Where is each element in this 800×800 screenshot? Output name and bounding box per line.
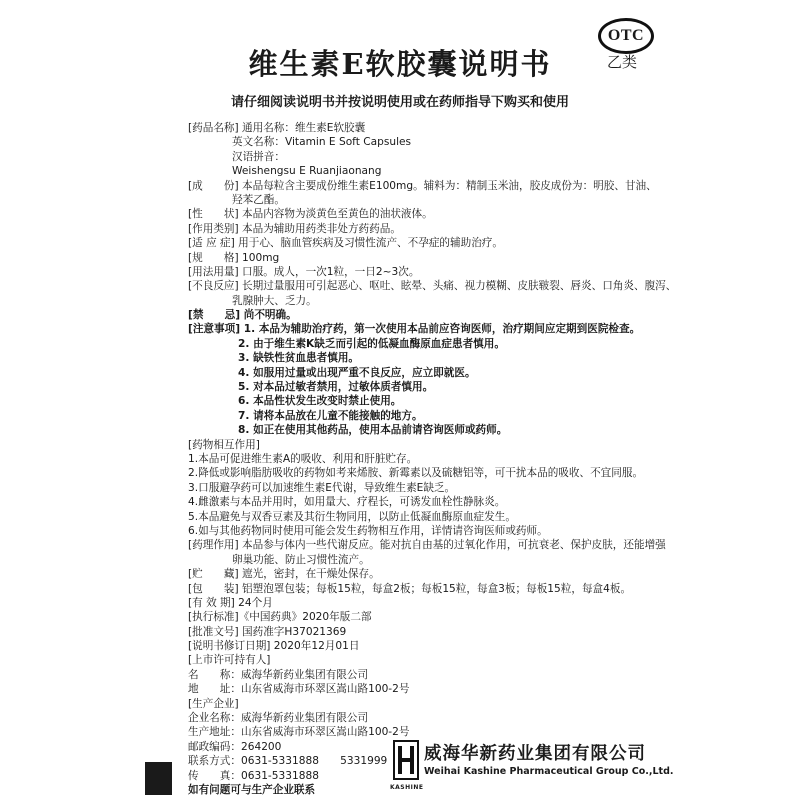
text-line: 邮政编码：264200	[188, 740, 282, 753]
text-line: 3. 缺铁性贫血患者慎用。	[238, 352, 360, 365]
text-line: 4.雌激素与本品并用时，如用量大、疗程长，可诱发血栓性静脉炎。	[188, 496, 506, 509]
text-line: [用法用量] 口服。成人，一次1粒，一日2~3次。	[188, 265, 420, 278]
text-line: [不良反应] 长期过量服用可引起恶心、呕吐、眩晕、头痛、视力模糊、皮肤皲裂、唇炎、口角炎、腹泻、	[188, 280, 677, 293]
text-line: [作用类别] 本品为辅助用药类非处方药药品。	[188, 222, 401, 235]
text-line: 英文名称：Vitamin E Soft Capsules	[232, 136, 412, 149]
leaflet-body	[188, 121, 677, 797]
text-line: 生产地址：山东省威海市环翠区嵩山路100-2号	[188, 726, 410, 739]
text-line: 6. 本品性状发生改变时禁止使用。	[238, 395, 402, 408]
text-line: [上市许可持有人]	[188, 654, 271, 667]
text-line: 5. 对本品过敏者禁用，过敏体质者慎用。	[238, 381, 434, 394]
text-line: 羟苯乙酯。	[232, 193, 285, 206]
text-line: 如有问题可与生产企业联系	[188, 783, 316, 796]
text-line: [成 份] 本品每粒含主要成份维生素E100mg。辅料为：精制玉米油，胶皮成份为：明胶、甘油、	[188, 179, 657, 192]
text-line: 乳腺肿大、乏力。	[232, 294, 317, 307]
text-line: 联系方式：0631-5331888 5331999	[188, 755, 388, 768]
text-line: [适 应 症] 用于心、脑血管疾病及习惯性流产、不孕症的辅助治疗。	[188, 237, 503, 250]
text-line: 7. 请将本品放在儿童不能接触的地方。	[238, 409, 423, 422]
text-line: Weishengsu E Ruanjiaonang	[232, 165, 382, 178]
text-line: [性 状] 本品内容物为淡黄色至黄色的油状液体。	[188, 208, 433, 221]
text-line: 5.本品避免与双香豆素及其衍生物同用，以防止低凝血酶原血症发生。	[188, 510, 516, 523]
text-line: 4. 如服用过量或出现严重不良反应，应立即就医。	[238, 366, 476, 379]
company-name-en: Weihai Kashine Pharmaceutical Group Co.,Ltd.	[424, 766, 674, 777]
text-line: [执行标准]《中国药典》2020年版二部	[188, 611, 372, 624]
company-name-cn: 威海华新药业集团有限公司	[424, 744, 646, 764]
text-line: 卵巢功能、防止习惯性流产。	[232, 553, 370, 566]
page-subtitle: 请仔细阅读说明书并按说明使用或在药师指导下购买和使用	[230, 95, 569, 110]
otc-category: 乙类	[607, 53, 638, 71]
text-line: [包 装] 铝塑泡罩包装；每板15粒，每盒2板；每板15粒，每盒3板；每板15粒，每盒4板。	[188, 582, 632, 595]
kashine-logo-icon	[393, 740, 419, 784]
text-line: 1.本品可促进维生素A的吸收、利用和肝脏贮存。	[188, 452, 418, 465]
text-line: [生产企业]	[188, 697, 239, 710]
text-line: 8. 如正在使用其他药品，使用本品前请咨询医师或药师。	[238, 424, 508, 437]
text-line: [说明书修订日期] 2020年12月01日	[188, 640, 360, 653]
text-line: [批准文号] 国药准字H37021369	[188, 625, 347, 638]
text-line: [药物相互作用]	[188, 438, 260, 451]
text-line: [药品名称] 通用名称：维生素E软胶囊	[188, 122, 366, 134]
text-line: 地 址：山东省威海市环翠区嵩山路100-2号	[188, 683, 410, 696]
text-line: [贮 藏] 遮光，密封，在干燥处保存。	[188, 568, 380, 581]
text-line: 6.如与其他药物同时使用可能会发生药物相互作用，详情请咨询医师或药师。	[188, 524, 548, 537]
text-line: 传 真：0631-5331888	[188, 769, 319, 782]
text-line: 汉语拼音：	[232, 150, 285, 163]
text-line: 3.口服避孕药可以加速维生素E代谢，导致维生素E缺乏。	[188, 481, 456, 494]
text-line: [有 效 期] 24个月	[188, 596, 273, 609]
corner-block	[145, 762, 172, 795]
text-line: [禁 忌] 尚不明确。	[188, 309, 297, 322]
logo-text: KASHINE	[390, 784, 424, 791]
text-line: [药理作用] 本品参与体内一些代谢反应。能对抗自由基的过氧化作用，可抗衰老、保护皮肤，还能增强	[188, 539, 666, 552]
text-line: 2. 由于维生素K缺乏而引起的低凝血酶原血症患者慎用。	[238, 337, 505, 350]
text-line: 2.降低或影响脂肪吸收的药物如考来烯胺、新霉素以及硫糖铝等，可干扰本品的吸收、不宜同服。	[188, 467, 644, 480]
text-line: [规 格] 100mg	[188, 251, 280, 264]
text-line: 企业名称：威海华新药业集团有限公司	[188, 712, 369, 725]
otc-label: OTC	[607, 27, 645, 44]
text-line: 名 称：威海华新药业集团有限公司	[188, 668, 369, 681]
page-title: 维生素E软胶囊说明书	[248, 47, 552, 81]
text-line: [注意事项] 1. 本品为辅助治疗药，第一次使用本品前应咨询医师，治疗期间应定期到医院检查。	[188, 323, 641, 336]
